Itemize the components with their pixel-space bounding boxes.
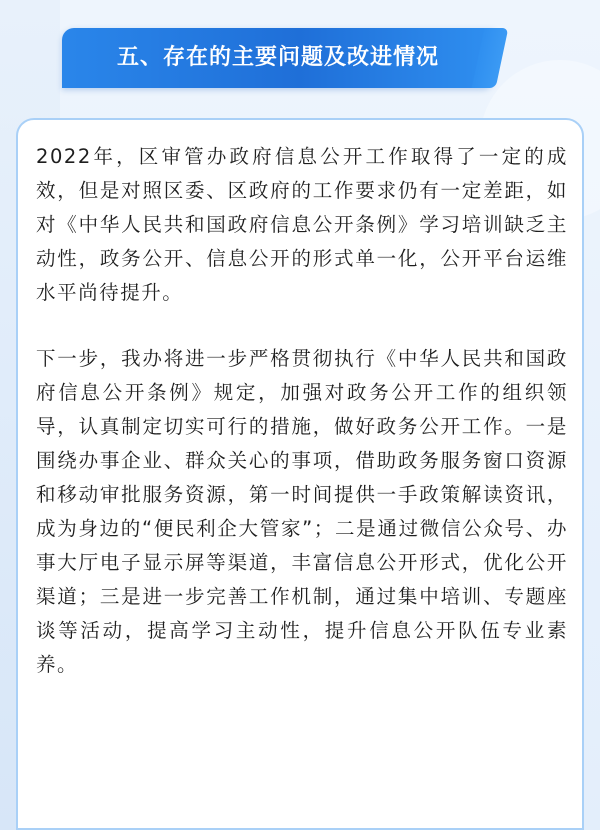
paragraph-current-issues: 2022年，区审管办政府信息公开工作取得了一定的成效，但是对照区委、区政府的工作要求仍有一定差距，如对《中华人民共和国政府信息公开条例》学习培训缺乏主动性，政务公开、信息公开的形式单一化，公开平台运维水平尚待提升。 bbox=[36, 145, 568, 304]
paragraph-next-steps: 下一步，我办将进一步严格贯彻执行《中华人民共和国政府信息公开条例》规定，加强对政务公开工作的组织领导，认真制定切实可行的措施，做好政务公开工作。一是围绕办事企业、群众关心的事项，借助政务服务窗口资源和移动审批服务资源，第一时间提供一手政策解读资讯，成为身边的“便民利企大管家”；二是通过微信公众号、办事大厅电子显示屏等渠道，丰富信息公开形式，优化公开渠道；三是进一步完善工作机制，通过集中培训、专题座谈等活动，提高学习主动性，提升信息公开队伍专业素养。 bbox=[36, 347, 568, 676]
section-title: 五、存在的主要问题及改进情况 bbox=[116, 45, 439, 70]
section-heading-banner bbox=[62, 28, 494, 88]
content-card bbox=[16, 118, 584, 830]
